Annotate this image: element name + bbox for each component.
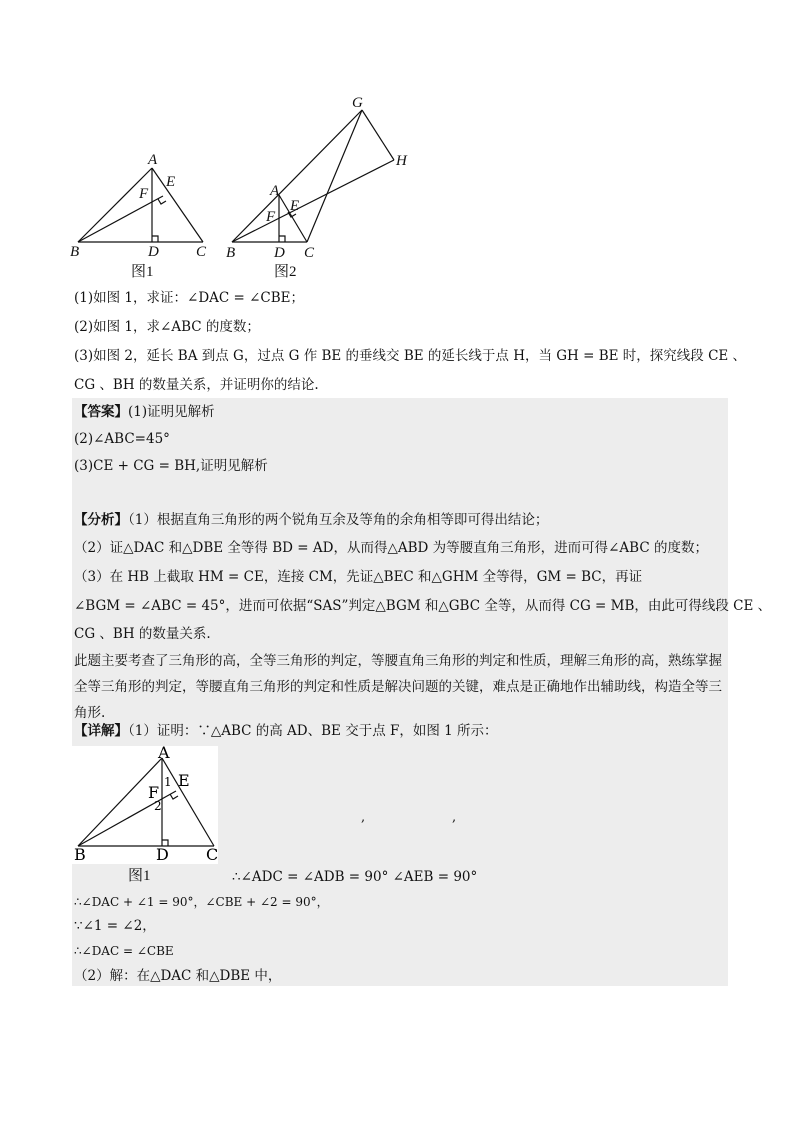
detail-line-5: ∴∠DAC = ∠CBE [74, 944, 174, 958]
analysis-summary: 此题主要考查了三角形的高，全等三角形的判定，等腰直角三角形的判定和性质，理解三角形的高，熟练掌握全等三角形的判定，等腰直角三角形的判定和性质是解决问题的关键，难点是正确地作出辅助线，构造全等三角形. [74, 653, 722, 721]
detail-label-f: F [148, 783, 160, 802]
fig1-label-c: C [196, 244, 207, 260]
answer-tag: 【答案】 [74, 404, 128, 420]
detail-figure-caption: 图1 [128, 868, 151, 884]
fig1-label-e: E [166, 174, 176, 190]
figure-2-caption: 图2 [274, 264, 297, 280]
fig2-label-c: C [304, 245, 315, 261]
detail-label-e: E [178, 771, 190, 790]
analysis-line-2: （2）证△DAC 和△DBE 全等得 BD = AD，从而得△ABD 为等腰直角三角形，进而可得∠ABC 的度数； [74, 540, 708, 556]
detail-label-b: B [74, 845, 86, 864]
question-2: (2)如图 1，求∠ABC 的度数； [74, 319, 260, 335]
answer-line-1 [74, 403, 215, 421]
figure-1-caption: 图1 [131, 264, 154, 280]
fig2-label-d: D [274, 245, 285, 261]
question-3: (3)如图 2，延长 BA 到点 G，过点 G 作 BE 的垂线交 BE 的延长线于点 H，当 GH = BE 时，探究线段 CE 、 [74, 348, 747, 364]
fig2-label-g: G [352, 95, 363, 111]
detail-line-6: （2）解：在△DAC 和△DBE 中， [74, 968, 282, 984]
answer-line-2: (2)∠ABC=45° [74, 431, 170, 447]
detail-line-3: ∴∠DAC + ∠1 = 90°，∠CBE + ∠2 = 90°， [74, 895, 329, 909]
question-3-continued: CG 、BH 的数量关系，并证明你的结论. [74, 377, 319, 393]
question-1: (1)如图 1，求证：∠DAC = ∠CBE； [74, 290, 305, 306]
fig2-label-e: E [290, 198, 300, 214]
detail-line-2: ∴∠ADC = ∠ADB = 90° ∠AEB = 90° [232, 869, 478, 885]
detail-label-angle-1: 1 [164, 775, 172, 789]
analysis-line-1 [74, 511, 548, 529]
figure-2 [222, 95, 422, 265]
detail-label-a: A [158, 746, 170, 762]
figure-1 [68, 150, 218, 260]
figure-1-diagram [68, 150, 218, 260]
detail-label-d: D [156, 845, 169, 864]
detail-figure [72, 746, 218, 864]
answer-line-3: (3)CE + CG = BH,证明见解析 [74, 458, 268, 474]
figure-2-diagram [222, 95, 422, 265]
analysis-tag: 【分析】 [74, 512, 128, 528]
fig2-label-a: A [270, 183, 280, 199]
fig1-label-b: B [70, 244, 80, 260]
analysis-text-1: （1）根据直角三角形的两个锐角互余及等角的余角相等即可得出结论； [128, 512, 549, 528]
fig1-label-f: F [139, 186, 149, 202]
detail-line-1 [74, 722, 498, 740]
answer-text-1: (1)证明见解析 [128, 404, 215, 420]
detail-line-4: ∵∠1 = ∠2， [74, 918, 156, 934]
fig2-label-f: F [266, 209, 276, 225]
analysis-line-3: （3）在 HB 上截取 HM = CE，连接 CM，先证△BEC 和△GHM 全等得，GM = BC，再证 [74, 569, 643, 585]
comma-mark-2: , [452, 810, 457, 825]
fig2-label-h: H [396, 153, 407, 169]
analysis-line-5: CG 、BH 的数量关系. [74, 626, 211, 642]
analysis-line-4: ∠BGM = ∠ABC = 45°，进而可依据“SAS”判定△BGM 和△GBC 全等，从而得 CG = MB，由此可得线段 CE 、 [74, 598, 772, 614]
fig1-label-a: A [148, 152, 158, 168]
detail-text-1: （1）证明：∵△ABC 的高 AD、BE 交于点 F，如图 1 所示： [128, 723, 498, 739]
fig2-label-b: B [226, 245, 236, 261]
detail-label-angle-2: 2 [154, 799, 162, 813]
comma-mark-1: , [361, 810, 366, 825]
detail-label-c: C [206, 845, 218, 864]
detail-figure-diagram [72, 746, 218, 864]
detail-tag: 【详解】 [74, 723, 128, 739]
fig1-label-d: D [148, 244, 159, 260]
